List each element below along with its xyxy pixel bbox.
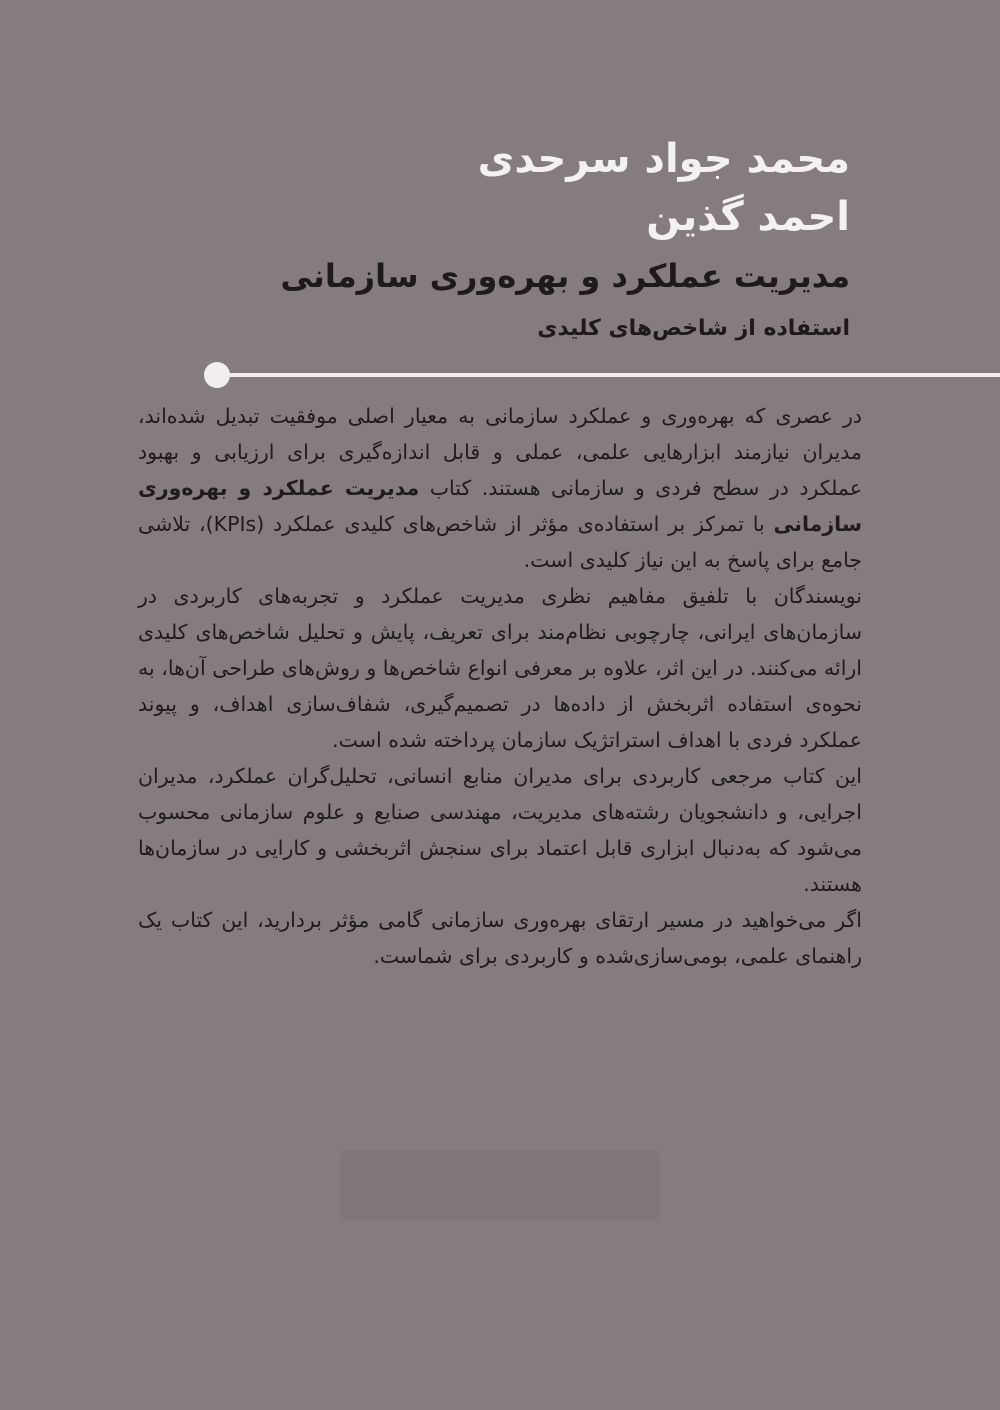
blurb-paragraph-3: این کتاب مرجعی کاربردی برای مدیران منابع انسانی، تحلیل‌گران عملکرد، مدیران اجرایی، و دانشجویان رشته‌های مدیریت، مهندسی صنایع و علوم سازمانی محسوب می‌شود که به‌دنبال ابزاری قابل اعتماد برای سنجش اثربخشی و کارایی در سازمان‌ها هستند. xyxy=(138,764,862,896)
blurb-paragraph-2: نویسندگان با تلفیق مفاهیم نظری مدیریت عملکرد و تجربه‌های کاربردی در سازمان‌های ایرانی، چارچوبی نظام‌مند برای تعریف، پایش و تحلیل شاخص‌های کلیدی ارائه می‌کنند. در این اثر، علاوه بر معرفی انواع شاخص‌ها و روش‌های طراحی آن‌ها، به نحوه‌ی استفاده اثربخش از داده‌ها در تصمیم‌گیری، شفاف‌سازی اهداف، و پیوند عملکرد فردی با اهداف استراتژیک سازمان پرداخته شده است. xyxy=(138,584,862,752)
author-names xyxy=(478,130,850,246)
book-title: مدیریت عملکرد و بهره‌وری سازمانی xyxy=(280,257,850,295)
divider-dot xyxy=(204,362,230,388)
blurb-title-emphasis: مدیریت عملکرد و بهره‌وری سازمانی xyxy=(138,476,862,536)
blurb-paragraph-1-start: در عصری که بهره‌وری و عملکرد سازمانی به معیار اصلی موفقیت تبدیل شده‌اند، مدیران نیازمند ابزارهایی علمی، عملی و قابل اندازه‌گیری برای ارزیابی و بهبود عملکرد در سطح فردی و سازمانی هستند. کتاب xyxy=(138,404,862,500)
blurb-paragraph-4: اگر می‌خواهید در مسیر ارتقای بهره‌وری سازمانی گامی مؤثر بردارید، این کتاب یک راهنمای علمی، بومی‌سازی‌شده و کاربردی برای شماست. xyxy=(138,908,862,968)
faint-watermark xyxy=(340,1150,660,1220)
book-subtitle: استفاده از شاخص‌های کلیدی xyxy=(537,316,850,341)
author-name-1: محمد جواد سرحدی xyxy=(477,136,850,182)
blurb-paragraph-1-end: با تمرکز بر استفاده‌ی مؤثر از شاخص‌های کلیدی عملکرد (KPIs)، تلاشی جامع برای پاسخ به این نیاز کلیدی است. xyxy=(138,512,862,572)
blurb-text xyxy=(138,398,862,974)
blurb-paragraph-1 xyxy=(138,398,862,578)
author-name-2: احمد گذین xyxy=(646,194,850,240)
divider-line xyxy=(218,373,1000,377)
